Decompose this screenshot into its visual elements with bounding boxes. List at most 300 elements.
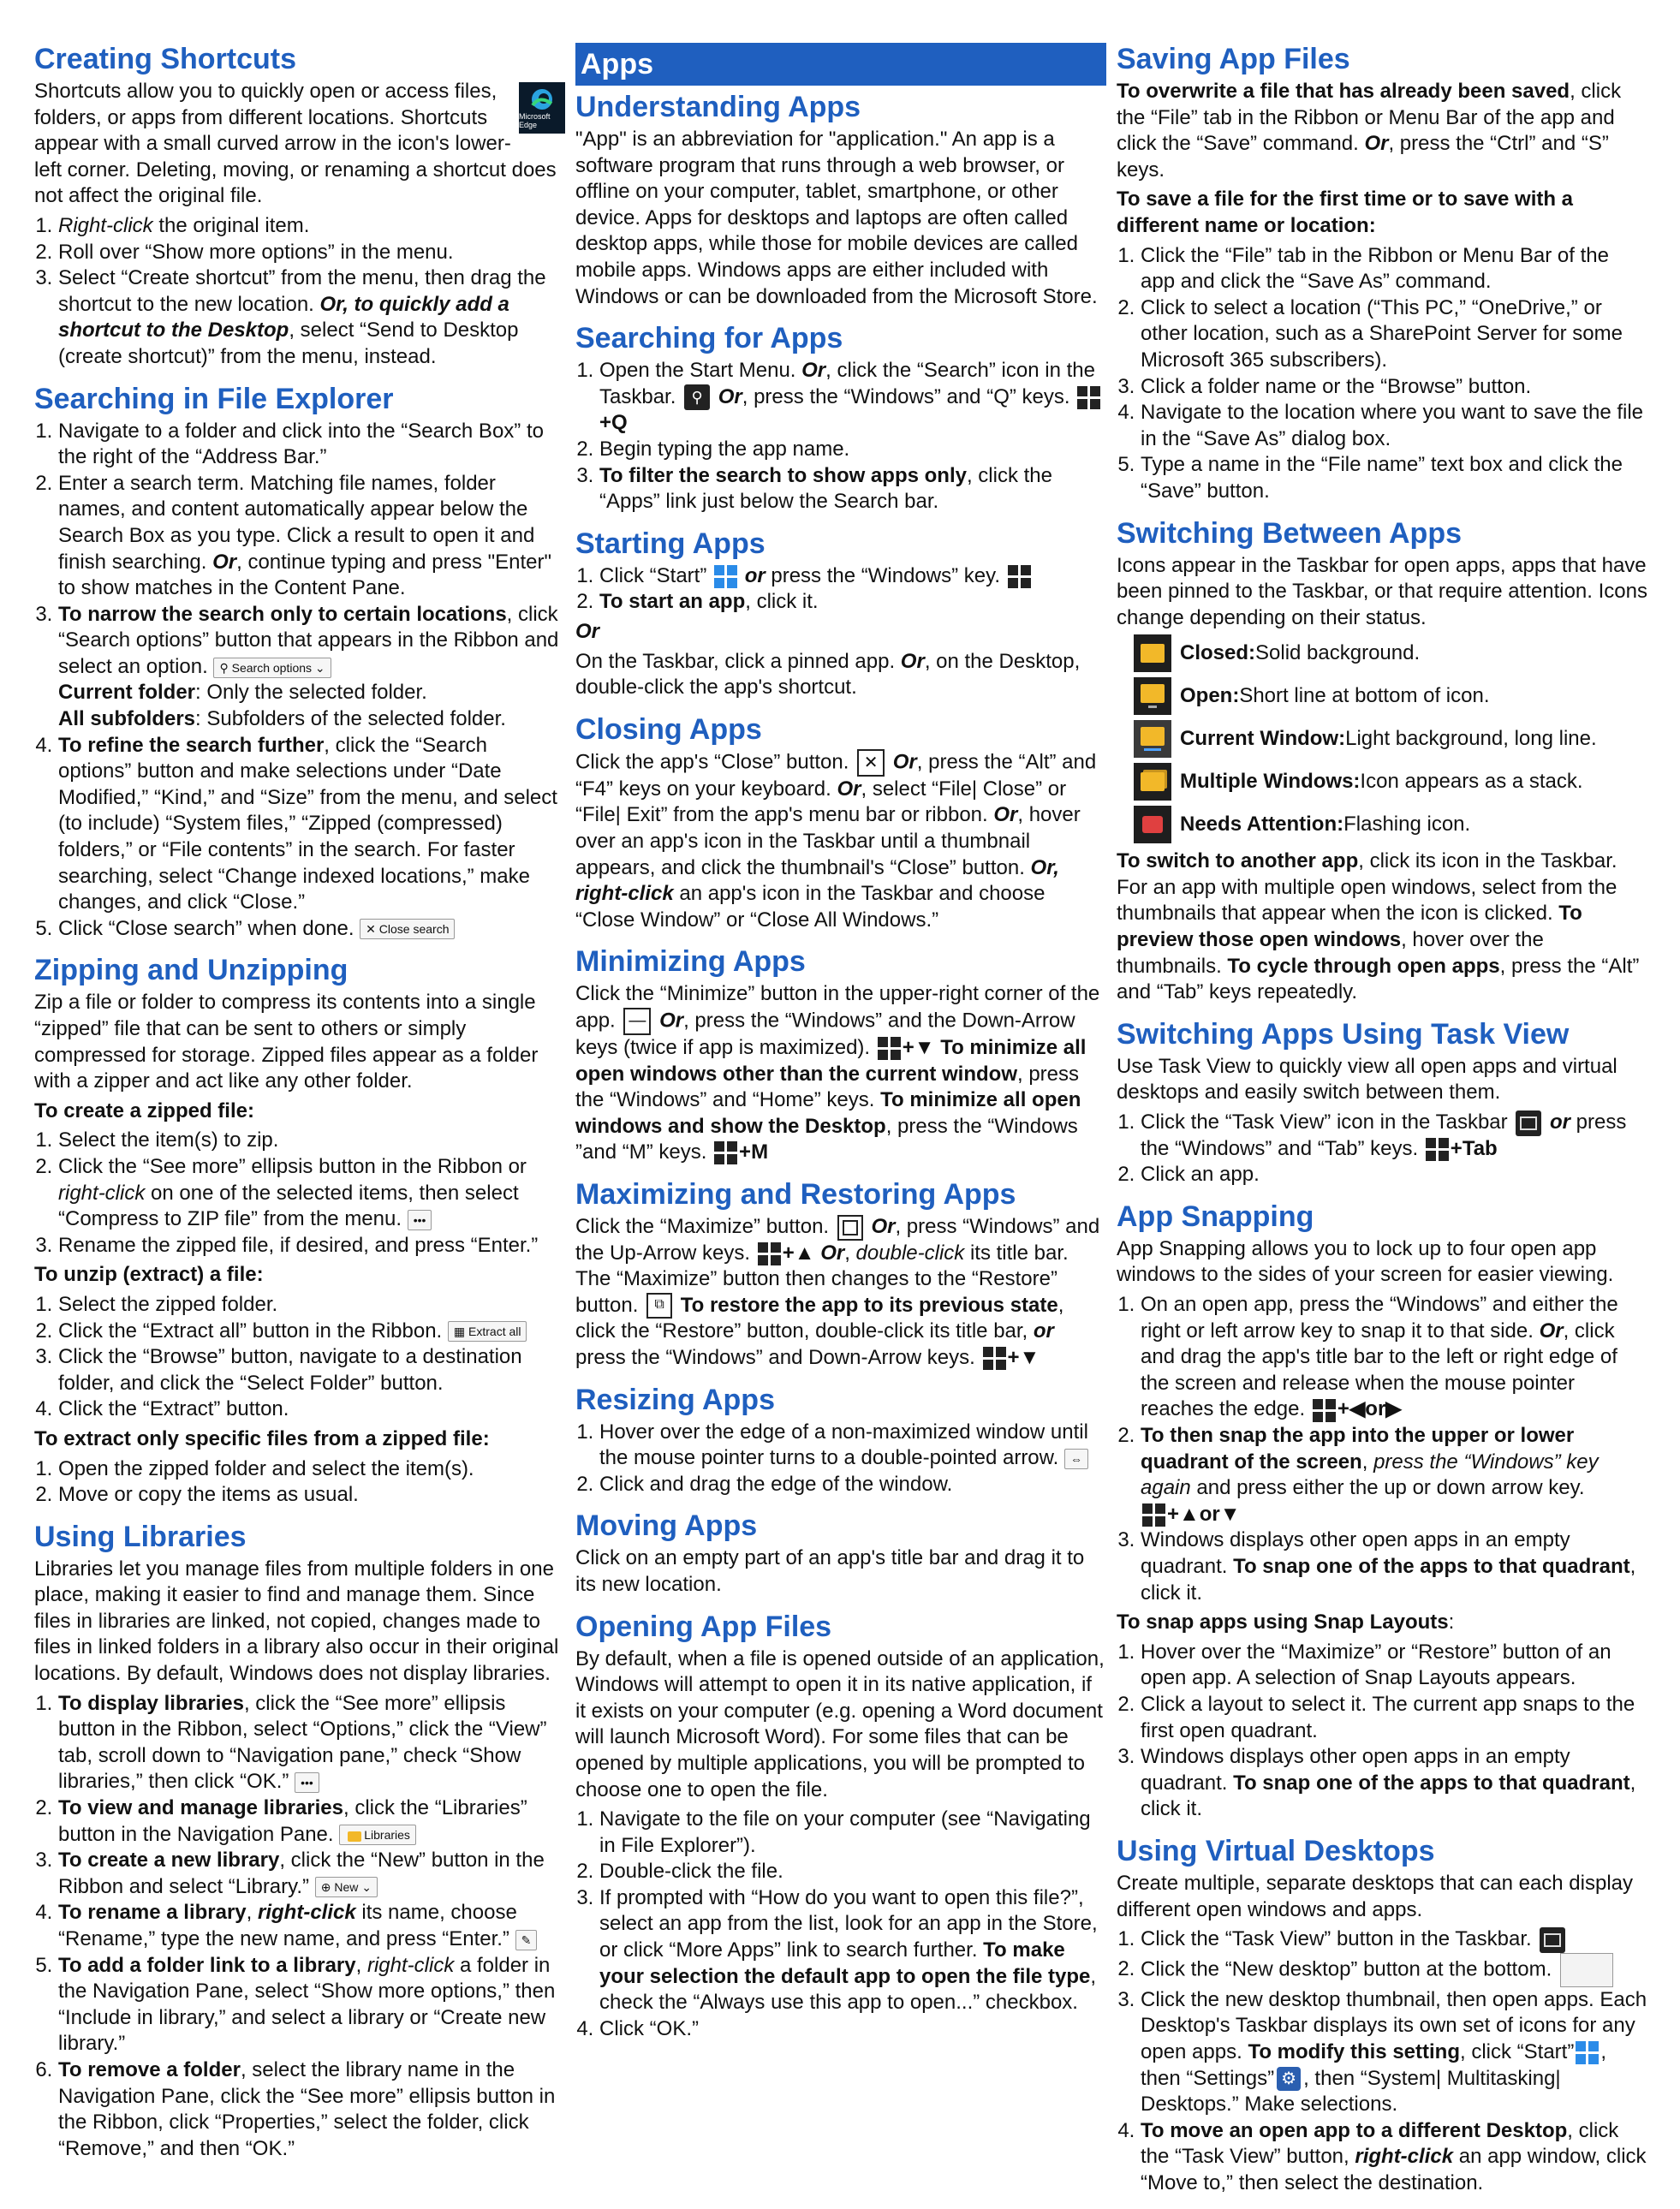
extract-all-button[interactable]	[448, 1321, 527, 1342]
zipping-intro: Zip a file or folder to compress its contents into a single “zipped” file that can be sent to others or simply compressed for storage. Zipped files appear as a folder with a zipper and act like any other folder.	[34, 991, 539, 1093]
step-text: Select “Create shortcut” from the menu, then drag the shortcut to the new location.	[58, 266, 546, 316]
status-desc: Solid background.	[1255, 641, 1421, 665]
emphasis: Or	[801, 359, 826, 383]
list-item	[599, 1420, 1106, 1472]
button-label: Search options	[231, 660, 313, 675]
step-text: , click it.	[745, 590, 819, 614]
column-3	[1117, 43, 1647, 2209]
bold-text: To then snap the app into the upper or lower quadrant of the screen	[1141, 1424, 1575, 1474]
resizing-title: Resizing Apps	[575, 1383, 775, 1416]
key-combo: +▲	[782, 1241, 815, 1265]
status-multiple	[1134, 763, 1647, 801]
step-text: ,	[246, 1901, 258, 1925]
virtual-intro: Create multiple, separate desktops that can each display different open windows and apps.	[1117, 1871, 1634, 1921]
starting-or	[575, 619, 1106, 646]
step-text: , then “System| Multitasking| Desktops.” Make selections.	[1141, 2066, 1561, 2117]
maximizing-body	[575, 1214, 1106, 1372]
libraries-steps	[34, 1691, 565, 2163]
windows-key-icon	[1008, 565, 1031, 588]
emphasis: right-click	[58, 1181, 146, 1205]
section-resizing-apps	[575, 1384, 1106, 1498]
button-label: Libraries	[364, 1828, 410, 1843]
list-item	[599, 563, 1106, 590]
step-text: Click the new desktop thumbnail, then open apps. Each Desktop's Taskbar displays its own set of icons for any open apps.	[1141, 1987, 1647, 2063]
step-text: Click the “New desktop” button at the bottom.	[1141, 1957, 1552, 1981]
key-combo: +Q	[599, 411, 628, 435]
unzip-heading	[34, 1262, 565, 1289]
status-label: Closed:	[1180, 641, 1256, 665]
create-zip-steps	[34, 1128, 565, 1259]
column-1	[34, 43, 565, 2174]
understanding-body: "App" is an abbreviation for "application." An app is a software program that runs through a web browser, or offline on your computer, tablet, smartphone, or other device. Apps for desktops and laptops are often called desktop apps, while those for mobile devices are called mobile apps. Windows apps are either included with Windows or can be downloaded from the Microsoft Store.	[575, 128, 1098, 308]
close-icon[interactable]: ✕	[857, 749, 885, 777]
body-text: , press the “Ctrl” and “S” keys.	[1117, 132, 1609, 182]
resizing-steps	[575, 1420, 1106, 1498]
emphasis: Or	[837, 777, 861, 801]
body-text: , press the “Windows” and “Home” keys.	[575, 1062, 1080, 1112]
saving-title: Saving App Files	[1117, 43, 1350, 75]
step-text: ,	[1361, 1450, 1374, 1474]
folder-stack-icon	[1134, 763, 1171, 801]
emphasis: Or, to quickly add a shortcut to the Desktop	[58, 292, 509, 342]
emphasis: Or	[900, 649, 925, 673]
body-text: an app's icon in the Taskbar and choose “Close Window” or “Close All Windows.”	[575, 882, 1046, 932]
section-starting-apps	[575, 527, 1106, 701]
list-item: 2. Double-click the file.	[599, 1859, 1106, 1885]
column-2	[575, 43, 1106, 2054]
key-combo: +◀or▶	[1337, 1397, 1402, 1421]
step-text: , click and drag the app's title bar to the left or right edge of the screen and release when the mouse pointer reaches the edge.	[1141, 1319, 1617, 1421]
folder-open-icon	[1134, 677, 1171, 715]
list-item	[58, 471, 565, 602]
searching-explorer-title: Searching in File Explorer	[34, 382, 394, 415]
key-combo: +▲or▼	[1167, 1502, 1241, 1526]
searching-apps-title: Searching for Apps	[575, 322, 843, 355]
emphasis: Or	[892, 750, 917, 774]
extract-specific-steps	[34, 1456, 565, 1509]
body-text: , press the “Windows ”and “M” keys.	[575, 1114, 1078, 1164]
list-item	[1141, 1744, 1647, 1823]
emphasis: Or	[1539, 1319, 1564, 1343]
list-item	[58, 1953, 565, 2057]
bold-text: To snap one of the apps to that quadrant	[1233, 1555, 1630, 1578]
section-saving-files	[1117, 43, 1647, 505]
body-text: :	[1448, 1611, 1455, 1634]
snapping-intro: App Snapping allows you to lock up to four open app windows to the sides of your screen for easier viewing.	[1117, 1236, 1614, 1287]
step-text: , select “Send to Desktop (create shortcut)” from the menu, instead.	[58, 319, 519, 368]
edge-logo-icon	[529, 86, 555, 112]
body-text: On the Taskbar, click a pinned app.	[575, 649, 901, 673]
saving-body	[1117, 79, 1647, 183]
key-combo: +▼	[902, 1035, 935, 1059]
bold-text: To view and manage libraries	[58, 1796, 343, 1820]
folder-closed-icon	[1134, 634, 1171, 672]
section-minimizing-apps	[575, 945, 1106, 1166]
understanding-title: Understanding Apps	[575, 91, 861, 123]
create-zip-heading	[34, 1099, 565, 1125]
step-text: , press the “Windows” and “Q” keys.	[742, 384, 1070, 408]
section-zipping	[34, 954, 565, 1508]
bold-text: To snap one of the apps to that quadrant	[1233, 1771, 1630, 1795]
list-item	[599, 1885, 1106, 2016]
opening-title: Opening App Files	[575, 1610, 832, 1643]
creating-shortcuts-intro: Shortcuts allow you to quickly open or access files, folders, or apps from different locations. Shortcuts appear with a small curved arrow in the icon's lower-left corner. Deleting, moving, or renaming a shortcut does not affect the original file.	[34, 80, 557, 208]
section-virtual-desktops	[1117, 1835, 1647, 2197]
step-text: and press either the up or down arrow key.	[1190, 1476, 1585, 1500]
list-item: 2. Click to select a location (“This PC,” “OneDrive,” or other location, such as a SharePoint Server for some Microsoft 365 subscribers).	[1141, 295, 1647, 374]
search-icon: ⚲	[219, 660, 229, 675]
bold-text: To modify this setting	[1248, 2039, 1460, 2063]
key-combo: +▼	[1007, 1345, 1040, 1369]
body-text: , press the “Alt” and “Tab” keys repeatedly.	[1117, 954, 1640, 1004]
search-icon[interactable]: ⚲	[684, 384, 710, 410]
step-text: Windows displays other open apps in an empty quadrant.	[1141, 1745, 1570, 1795]
list-item	[1141, 1926, 1647, 1953]
emphasis: Or, right-click	[575, 855, 1059, 906]
step-text: , check the “Always use this app to open...” checkbox.	[599, 1964, 1097, 2015]
chevron-down-icon: ⌄	[361, 1880, 372, 1895]
step-text: On an open app, press the “Windows” and either the right or left arrow key to snap it to that side.	[1141, 1293, 1618, 1343]
unzip-steps	[34, 1292, 565, 1423]
windows-key-icon	[1077, 386, 1100, 409]
step-text: the original item.	[152, 213, 310, 237]
bold-text: To remove a folder	[58, 2057, 241, 2081]
list-item	[58, 1795, 565, 1848]
creating-shortcuts-title: Creating Shortcuts	[34, 43, 297, 75]
close-icon: ✕	[366, 922, 376, 937]
bold-text: To unzip (extract) a file:	[34, 1263, 264, 1287]
key-combo: +M	[739, 1140, 769, 1164]
gear-icon[interactable]: ⚙	[1277, 2067, 1301, 2091]
see-more-button[interactable]: •••	[408, 1210, 432, 1230]
opening-steps	[575, 1807, 1106, 2042]
list-item: 1. Select the item(s) to zip.	[58, 1128, 565, 1154]
taskview-steps	[1117, 1110, 1647, 1188]
list-item: 1. Hover over the “Maximize” or “Restore” button of an open app. A selection of Snap Layouts appears.	[1141, 1640, 1647, 1692]
list-item	[58, 2057, 565, 2162]
list-item: 2. Click a layout to select it. The current app snaps to the first open quadrant.	[1141, 1692, 1647, 1744]
bold-text: To create a zipped file:	[34, 1099, 254, 1122]
snap-layouts-heading	[1117, 1610, 1647, 1636]
section-task-view	[1117, 1018, 1647, 1188]
maximizing-title: Maximizing and Restoring Apps	[575, 1177, 1016, 1211]
list-item	[58, 1848, 565, 1900]
folder-current-icon	[1134, 720, 1171, 758]
status-desc: Flashing icon.	[1343, 813, 1471, 837]
bold-text: To narrow the search only to certain locations	[58, 602, 507, 626]
list-item: 1. Navigate to a folder and click into the “Search Box” to the right of the “Address Bar.”	[58, 419, 565, 471]
extract-specific-heading	[34, 1426, 565, 1453]
extract-icon: ▦	[453, 1325, 466, 1339]
step-text: , click the “See more” ellipsis button in the Ribbon, select “Options,” click the “View” tab, scroll down to “Navigation pane,” check “Show libraries,” then click “OK.”	[58, 1691, 547, 1794]
status-desc: Short line at bottom of icon.	[1239, 684, 1490, 708]
libraries-intro: Libraries let you manage files from multiple folders in one place, making it easier to find and manage them. Since files in libraries are linked, not copied, changes made to files in linked folders in a library also occur in their original locations. By default, Windows does not display libraries.	[34, 1557, 559, 1686]
search-options-button[interactable]	[213, 658, 331, 678]
step-text: : Only the selected folder.	[195, 681, 427, 705]
start-icon[interactable]	[714, 565, 737, 588]
minimize-icon[interactable]: —	[623, 1008, 651, 1035]
searching-explorer-steps	[34, 419, 565, 943]
step-text: press the “Windows” and “Tab” keys.	[1141, 1110, 1627, 1160]
windows-key-icon	[878, 1037, 901, 1060]
button-label: Close search	[378, 922, 450, 937]
maximize-icon[interactable]	[837, 1215, 863, 1241]
list-item: 3. Click a folder name or the “Browse” button.	[1141, 374, 1647, 401]
list-item: 4. Click “OK.”	[599, 2016, 1106, 2043]
step-text: its name, choose “Rename,” type the new name, and press “Enter.”	[58, 1901, 517, 1950]
bold-text: To overwrite a file that has already been saved	[1117, 80, 1570, 103]
step-text: , click the “Search” icon in the Taskbar.	[599, 359, 1095, 408]
emphasis: or	[744, 563, 766, 587]
body-text: , hover over the thumbnails.	[1117, 928, 1544, 978]
close-search-button[interactable]	[360, 919, 455, 939]
taskview-intro: Use Task View to quickly view all open apps and virtual desktops and easily switch between them.	[1117, 1054, 1617, 1104]
section-closing-apps	[575, 713, 1106, 934]
start-icon[interactable]	[1576, 2041, 1599, 2064]
emphasis: Or	[820, 1241, 845, 1265]
bold-text: To filter the search to show apps only	[599, 463, 967, 487]
list-item	[58, 1900, 565, 1952]
save-as-steps	[1117, 243, 1647, 505]
restore-icon[interactable]: ⧉	[646, 1293, 672, 1319]
status-label: Current Window:	[1180, 727, 1346, 751]
task-view-icon[interactable]	[1540, 1927, 1565, 1953]
button-label: Extract all	[468, 1325, 521, 1339]
step-text: , select the library name in the Navigation Pane, click the “See more” ellipsis button in the Ribbon, click “Properties,” select the folder, click “Remove,” and then “OK.”	[58, 2057, 556, 2160]
body-text: Click the “Minimize” button in the upper-right corner of the app.	[575, 982, 1100, 1033]
section-searching-file-explorer	[34, 383, 565, 943]
list-item: 2. Move or copy the items as usual.	[58, 1482, 565, 1509]
starting-title: Starting Apps	[575, 527, 766, 560]
virtual-steps	[1117, 1926, 1647, 2196]
closing-body	[575, 749, 1106, 934]
list-item: 3. Click the “Browse” button, navigate to a destination folder, and click the “Select Folder” button.	[58, 1344, 565, 1396]
body-text: , press the “Windows” and the Down-Arrow keys (twice if app is maximized).	[575, 1009, 1075, 1059]
step-text: Hover over the edge of a non-maximized window until the mouse pointer turns to a double-pointed arrow.	[599, 1420, 1088, 1470]
body-text: , hover over an app's icon in the Taskbar until a thumbnail appears, and click the thumbnail's “Close” button.	[575, 803, 1081, 879]
task-view-icon[interactable]	[1516, 1110, 1541, 1136]
status-desc: Light background, long line.	[1345, 727, 1597, 751]
bold-text: To snap apps using Snap Layouts	[1117, 1611, 1449, 1634]
step-text: Click the “Task View” icon in the Taskbar	[1141, 1110, 1508, 1134]
windows-key-icon	[758, 1242, 781, 1265]
folder-icon	[348, 1831, 361, 1842]
step-text: , click the “Apps” link just below the Search bar.	[599, 463, 1052, 514]
switching-intro: Icons appear in the Taskbar for open apps, apps that have been pinned to the Taskbar, or that require attention. Icons change depending on their status.	[1117, 553, 1647, 629]
libraries-button[interactable]	[339, 1825, 416, 1845]
section-app-snapping	[1117, 1200, 1647, 1823]
section-opening-files	[575, 1611, 1106, 2043]
list-item: 2. Begin typing the app name.	[599, 437, 1106, 463]
section-moving-apps	[575, 1509, 1106, 1598]
step-text: Click the “Extract all” button in the Ribbon.	[58, 1319, 443, 1343]
creating-shortcuts-steps	[34, 213, 565, 371]
bold-text: To save a file for the first time or to save with a different name or location:	[1117, 188, 1574, 237]
list-item: 1. Click the “File” tab in the Ribbon or Menu Bar of the app and click the “Save As” command.	[1141, 243, 1647, 295]
switching-body	[1117, 848, 1647, 1006]
list-item	[58, 733, 565, 916]
body-text: ,	[844, 1241, 856, 1265]
body-text: , click the “Restore” button, double-click its title bar,	[575, 1293, 1064, 1343]
step-text: a folder in the Navigation Pane, select “Show more options,” then “Include in library,” and select a library or “Create new library.”	[58, 1953, 556, 2056]
emphasis: Or	[1364, 132, 1389, 156]
list-item: 1. Open the zipped folder and select the item(s).	[58, 1456, 565, 1483]
body-text: Click the “Maximize” button.	[575, 1214, 830, 1238]
list-item: 2. Roll over “Show more options” in the menu.	[58, 240, 565, 266]
edge-logo-text: Microsoft Edge	[519, 112, 551, 129]
bold-text: To add a folder link to a library	[58, 1953, 356, 1977]
list-item: 4. Navigate to the location where you want to save the file in the “Save As” dialog box.	[1141, 400, 1647, 452]
section-searching-apps	[575, 322, 1106, 515]
body-text: Click the app's “Close” button.	[575, 750, 849, 774]
step-text: Enter a search term. Matching file names, folder names, and content automatically appear below the Search Box as you type. Click a result to open it and finish searching.	[58, 471, 535, 574]
windows-key-icon	[714, 1141, 737, 1164]
step-text: If prompted with “How do you want to open this file?”, select an app from the list, look for an app in the Store, or click “More Apps” link to search further.	[599, 1885, 1098, 1962]
section-understanding-apps	[575, 91, 1106, 310]
closing-title: Closing Apps	[575, 712, 762, 746]
list-item	[599, 463, 1106, 515]
list-item: 5. Type a name in the “File name” text box and click the “Save” button.	[1141, 452, 1647, 504]
body-text: , click its icon in the Taskbar. For an app with multiple open windows, select from the thumbnails that appear when the icon is clicked.	[1117, 849, 1617, 926]
emphasis: press the “Windows” key again	[1141, 1450, 1599, 1500]
bold-text: To refine the search further	[58, 733, 325, 757]
list-item: 2. Click and drag the edge of the window.	[599, 1472, 1106, 1498]
list-item	[1141, 1110, 1647, 1162]
body-text: , press “Windows” and the Up-Arrow keys.	[575, 1214, 1100, 1265]
step-text: Open the Start Menu.	[599, 359, 802, 383]
step-text: Click “Close search” when done.	[58, 916, 354, 940]
step-text: Click the “Task View” button in the Taskbar.	[1141, 1927, 1532, 1951]
list-item	[599, 589, 1106, 616]
list-item: 2. Click an app.	[1141, 1162, 1647, 1188]
opening-body: By default, when a file is opened outside of an application, Windows will attempt to open it in its native application, if it exists on your computer (e.g. opening a Word document will launch Microsoft Word). For some files that can be opened by multiple applications, you will be prompted to choose one to open the file.	[575, 1646, 1105, 1801]
list-item	[1141, 1527, 1647, 1606]
list-item	[599, 358, 1106, 437]
step-text: , click “Start”	[1459, 2039, 1575, 2063]
taskview-title: Switching Apps Using Task View	[1117, 1017, 1570, 1051]
edge-shortcut-icon	[519, 82, 565, 134]
step-text: on one of the selected items, then select “Compress to ZIP file” from the menu.	[58, 1181, 519, 1231]
status-desc: Icon appears as a stack.	[1360, 770, 1583, 794]
status-label: Open:	[1180, 684, 1240, 708]
emphasis: Or	[871, 1214, 896, 1238]
step-text: , click it.	[1141, 1771, 1636, 1821]
bold-text: To switch to another app	[1117, 849, 1359, 873]
bold-text: To make your selection the default app to open the file type	[599, 1938, 1091, 1988]
list-item	[1141, 1953, 1647, 1987]
list-item: 1. Navigate to the file on your computer (see “Navigating in File Explorer”).	[599, 1807, 1106, 1859]
section-creating-shortcuts	[34, 43, 565, 371]
new-button[interactable]	[315, 1877, 378, 1897]
status-closed	[1134, 634, 1647, 672]
moving-title: Moving Apps	[575, 1509, 758, 1543]
moving-body: Click on an empty part of an app's title bar and drag it to its new location.	[575, 1546, 1085, 1596]
emphasis: right-click	[366, 1953, 455, 1977]
new-desktop-thumbnail-icon[interactable]	[1560, 1953, 1613, 1987]
list-item	[58, 265, 565, 370]
emphasis: Or	[993, 803, 1018, 827]
status-label: Multiple Windows:	[1180, 770, 1361, 794]
status-open	[1134, 677, 1647, 715]
bold-text: To minimize all open windows and show the Desktop	[575, 1088, 1081, 1138]
button-label: New	[334, 1880, 359, 1895]
step-text: , click the “Task View” button,	[1141, 2118, 1619, 2169]
list-item	[1141, 1423, 1647, 1527]
libraries-title: Using Libraries	[34, 1520, 247, 1553]
body-text: , press the “Alt” and “F4” keys on your keyboard.	[575, 750, 1097, 801]
status-attention	[1134, 806, 1647, 843]
emphasis: right-click	[1355, 2145, 1454, 2169]
status-current	[1134, 720, 1647, 758]
step-text: , click the “Libraries” button in the Navigation Pane.	[58, 1796, 527, 1846]
bold-text: To rename a library	[58, 1901, 247, 1925]
searching-apps-steps	[575, 358, 1106, 515]
bold-text: To cycle through open apps	[1227, 954, 1500, 978]
bold-text: To preview those open windows	[1117, 902, 1582, 952]
list-item	[1141, 2118, 1647, 2197]
list-item: 1. Select the zipped folder.	[58, 1292, 565, 1319]
emphasis: right-click	[258, 1901, 356, 1925]
section-libraries	[34, 1521, 565, 2163]
rename-icon[interactable]: ✎	[515, 1930, 538, 1950]
chevron-down-icon: ⌄	[314, 660, 325, 675]
list-item	[58, 602, 565, 733]
step-text: , click the “Search options” button and make selections under “Date Modified,” “Kind,” and “Size” from the menu, and select (to include) “System files,” “Zipped (compressed) folders,” or “File contents” in the search. For faster searching, select “Change indexed locations,” make changes, and click “Close.”	[58, 733, 557, 914]
step-text: Click the “See more” ellipsis button in the Ribbon or	[58, 1154, 527, 1178]
body-text: , select “File| Close” or “File| Exit” from the app's menu bar or ribbon.	[575, 777, 1067, 827]
list-item	[1141, 1292, 1647, 1423]
step-text: , continue typing and press "Enter" to show matches in the Content Pane.	[58, 550, 552, 600]
step-text: : Subfolders of the selected folder.	[195, 707, 506, 731]
bold-text: All subfolders	[58, 707, 196, 731]
snapping-steps	[1117, 1292, 1647, 1606]
step-text: , click “Search options” button that appears in the Ribbon and select an option.	[58, 602, 559, 678]
body-text: its title bar. The “Maximize” button then changes to the “Restore” button.	[575, 1241, 1069, 1317]
step-text: Windows displays other open apps in an empty quadrant.	[1141, 1528, 1570, 1578]
double-arrow-icon: ⇔	[1064, 1449, 1088, 1469]
list-item	[1141, 1987, 1647, 2118]
bold-text: To start an app	[599, 590, 746, 614]
section-maximizing-apps	[575, 1178, 1106, 1372]
step-text: , click the “New” button in the Ribbon and select “Library.”	[58, 1849, 545, 1898]
bold-text: To move an open app to a different Desktop	[1141, 2118, 1568, 2142]
list-item	[58, 1154, 565, 1233]
snap-layouts-steps	[1117, 1640, 1647, 1823]
step-text: , click it.	[1141, 1555, 1636, 1605]
minimizing-body	[575, 981, 1106, 1166]
starting-body	[575, 649, 1106, 701]
list-item	[58, 916, 565, 943]
minimizing-title: Minimizing Apps	[575, 945, 806, 979]
emphasis: double-click	[855, 1241, 965, 1265]
list-item: 4. Click the “Extract” button.	[58, 1396, 565, 1423]
see-more-button[interactable]: •••	[295, 1772, 319, 1793]
save-as-heading	[1117, 187, 1647, 239]
body-text: press the “Windows” and Down-Arrow keys.	[575, 1345, 975, 1369]
list-item	[58, 1319, 565, 1345]
list-item	[58, 213, 565, 240]
bold-text: To minimize all open windows other than the current window	[575, 1035, 1087, 1086]
status-label: Needs Attention:	[1180, 813, 1344, 837]
switching-title: Switching Between Apps	[1117, 516, 1463, 550]
bold-text: Current folder	[58, 681, 196, 705]
windows-key-icon	[1142, 1503, 1165, 1527]
attention-icon	[1134, 806, 1171, 843]
emphasis: Or	[718, 384, 742, 408]
plus-icon: ⊕	[320, 1880, 331, 1895]
emphasis: Or	[659, 1009, 684, 1033]
windows-key-icon	[1313, 1399, 1336, 1422]
